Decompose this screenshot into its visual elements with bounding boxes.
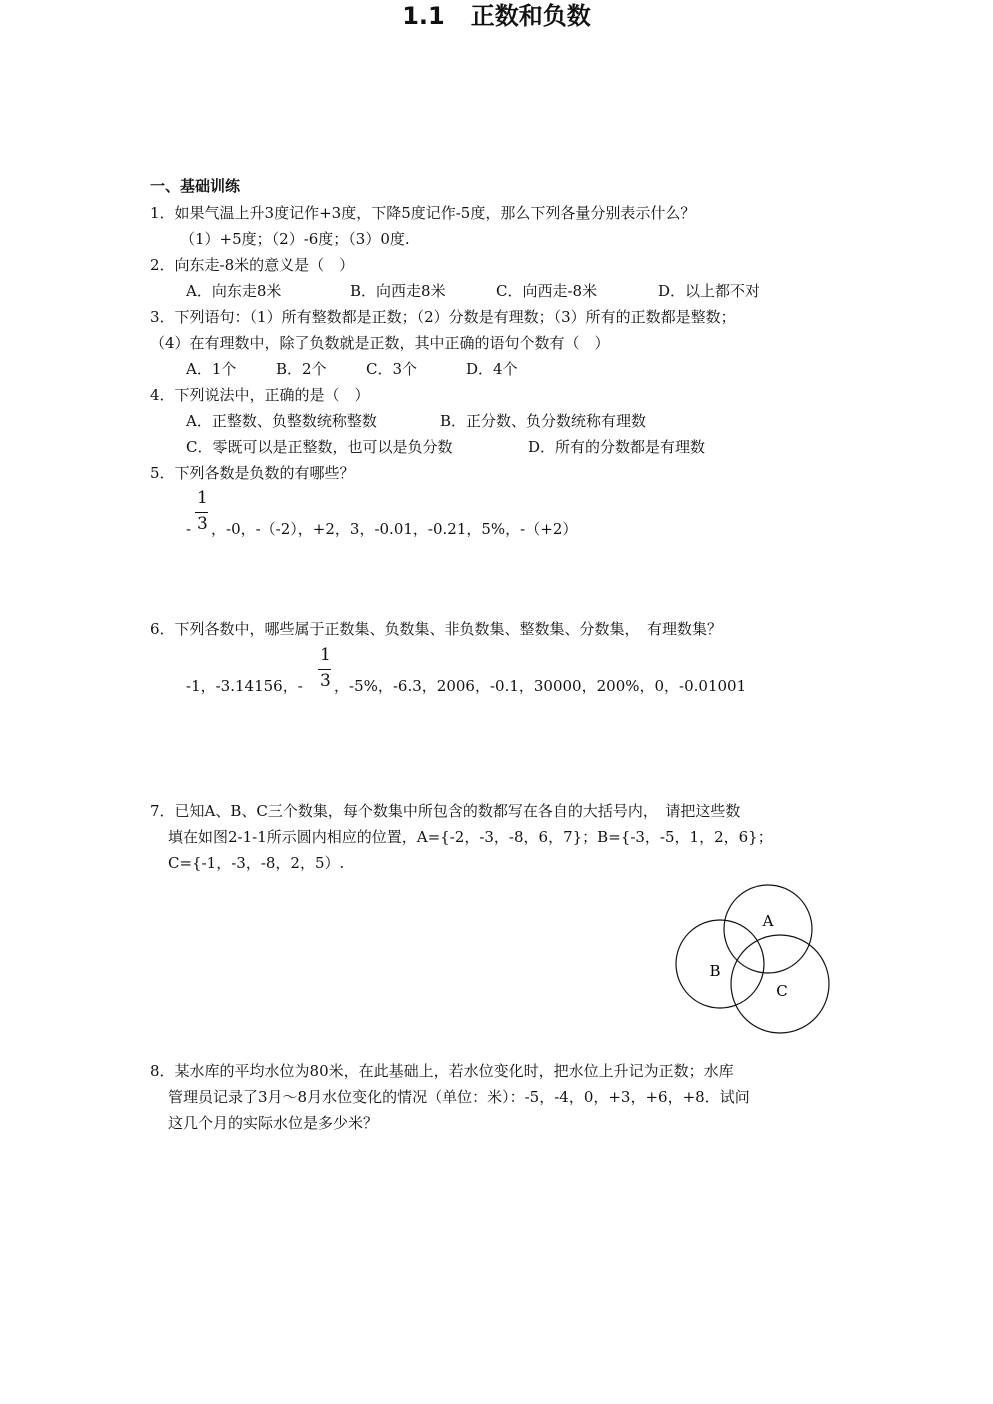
venn-label-b: B bbox=[709, 962, 721, 980]
q3-option-d: D．4个 bbox=[466, 360, 518, 378]
q5-fraction-bar bbox=[195, 512, 208, 513]
q7-line2: 填在如图2-1-1所示圆内相应的位置，A={-2，-3，-8，6，7}；B={-3，-5，1，2，6}； bbox=[168, 828, 773, 846]
venn-diagram bbox=[670, 878, 835, 1040]
q6-stem: 6．下列各数中，哪些属于正数集、负数集、非负数集、整数集、分数集， 有理数集？ bbox=[150, 620, 723, 638]
title-number: 1.1 bbox=[402, 2, 445, 30]
q6-fraction-denominator: 3 bbox=[320, 671, 331, 691]
q7-line1: 7．已知A、B、C三个数集，每个数集中所包含的数都写在各自的大括号内， 请把这些数 bbox=[150, 802, 741, 820]
q7-line3: C={-1，-3，-8，2，5）. bbox=[168, 854, 345, 872]
q4-option-c: C．零既可以是正整数，也可以是负分数 bbox=[186, 438, 453, 456]
q5-fraction-denominator: 3 bbox=[197, 514, 208, 534]
q6-fraction-numerator: 1 bbox=[320, 645, 331, 665]
q6-fraction-bar bbox=[318, 669, 331, 670]
q4-option-b: B．正分数、负分数统称有理数 bbox=[440, 412, 647, 430]
q8-line2: 管理员记录了3月～8月水位变化的情况（单位：米）：-5，-4，0，+3，+6，+8．试问 bbox=[168, 1088, 750, 1106]
title-text: 正数和负数 bbox=[470, 2, 591, 30]
q3-option-c: C．3个 bbox=[366, 360, 418, 378]
q3-option-a: A．1个 bbox=[186, 360, 237, 378]
q1-stem: 1．如果气温上升3度记作+3度，下降5度记作-5度，那么下列各量分别表示什么？ bbox=[150, 204, 696, 222]
q8-line1: 8．某水库的平均水位为80米，在此基础上，若水位变化时，把水位上升记为正数；水库 bbox=[150, 1062, 734, 1080]
q4-option-d: D．所有的分数都是有理数 bbox=[528, 438, 706, 456]
q5-stem: 5．下列各数是负数的有哪些？ bbox=[150, 464, 355, 482]
q3-option-b: B．2个 bbox=[276, 360, 327, 378]
q5-minus-sign: - bbox=[186, 520, 192, 538]
page-title bbox=[0, 0, 993, 32]
venn-label-c: C bbox=[776, 982, 788, 1000]
q3-stem-line1: 3．下列语句：（1）所有整数都是正数；（2）分数是有理数；（3）所有的正数都是整数； bbox=[150, 308, 736, 326]
q8-line3: 这几个月的实际水位是多少米？ bbox=[168, 1114, 379, 1132]
q4-option-a: A．正整数、负整数统称整数 bbox=[186, 412, 377, 430]
q6-number-prefix: -1，-3.14156，- bbox=[186, 677, 303, 695]
q2-option-b: B．向西走8米 bbox=[350, 282, 446, 300]
q2-option-c: C．向西走-8米 bbox=[496, 282, 598, 300]
section-heading: 一、基础训练 bbox=[150, 177, 241, 195]
q5-fraction-numerator: 1 bbox=[197, 488, 208, 508]
q5-number-list: ，-0，-（-2），+2，3，-0.01，-0.21，5%，-（+2） bbox=[211, 520, 578, 538]
q1-items: （1）+5度；（2）-6度；（3）0度. bbox=[180, 230, 410, 248]
q6-number-list: ，-5%，-6.3，2006，-0.1，30000，200%，0，-0.01001 bbox=[334, 677, 747, 695]
q2-stem: 2．向东走-8米的意义是（ ） bbox=[150, 256, 355, 274]
q2-option-a: A．向东走8米 bbox=[186, 282, 282, 300]
q3-stem-line2: （4）在有理数中，除了负数就是正数，其中正确的语句个数有（ ） bbox=[150, 334, 610, 352]
venn-label-a: A bbox=[762, 912, 774, 930]
q4-stem: 4．下列说法中，正确的是（ ） bbox=[150, 386, 370, 404]
q2-option-d: D．以上都不对 bbox=[658, 282, 761, 300]
